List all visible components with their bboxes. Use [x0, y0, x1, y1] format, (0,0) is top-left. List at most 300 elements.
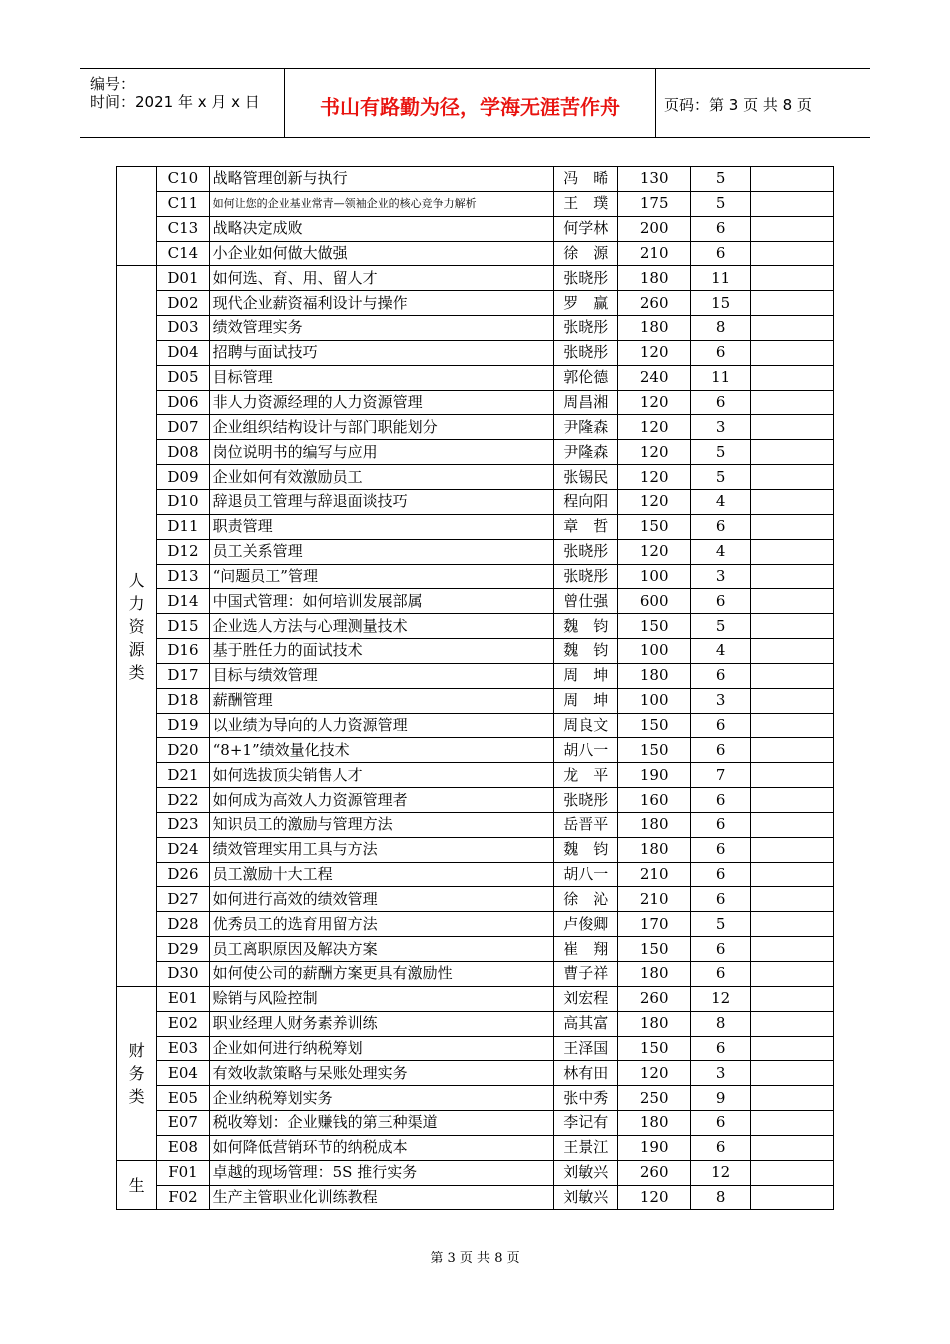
course-price: 150 [618, 713, 691, 738]
course-code: D10 [157, 489, 209, 514]
course-name: 知识员工的激励与管理方法 [209, 812, 553, 837]
empty-cell [751, 986, 834, 1011]
course-price: 250 [618, 1086, 691, 1111]
course-name: 非人力资源经理的人力资源管理 [209, 390, 553, 415]
course-count: 3 [690, 564, 750, 589]
course-row [117, 191, 834, 216]
category-cell [117, 266, 157, 986]
empty-cell [751, 837, 834, 862]
course-code: D27 [157, 887, 209, 912]
course-row [117, 340, 834, 365]
course-row [117, 862, 834, 887]
course-count: 8 [690, 1011, 750, 1036]
empty-cell [751, 316, 834, 341]
course-table-body [117, 167, 834, 1210]
course-row [117, 614, 834, 639]
lecturer-name: 龙 平 [554, 763, 618, 788]
lecturer-name: 张中秀 [554, 1086, 618, 1111]
course-row [117, 639, 834, 664]
course-name: 中国式管理：如何培训发展部属 [209, 589, 553, 614]
course-price: 120 [618, 415, 691, 440]
lecturer-name: 张晓彤 [554, 564, 618, 589]
course-code: D22 [157, 788, 209, 813]
category-cell [117, 1160, 157, 1210]
course-code: D30 [157, 962, 209, 987]
document-date: 时间：2021 年 x 月 x 日 [90, 93, 260, 111]
course-name: 企业纳税筹划实务 [209, 1086, 553, 1111]
course-price: 150 [618, 1036, 691, 1061]
course-row [117, 489, 834, 514]
empty-cell [751, 415, 834, 440]
page-footer: 第 3 页 共 8 页 [430, 1251, 520, 1266]
course-row [117, 266, 834, 291]
empty-cell [751, 962, 834, 987]
course-code: D05 [157, 365, 209, 390]
page-header [80, 68, 870, 138]
course-price: 120 [618, 539, 691, 564]
course-row [117, 1160, 834, 1185]
empty-cell [751, 1011, 834, 1036]
course-count: 4 [690, 539, 750, 564]
lecturer-name: 郭伦德 [554, 365, 618, 390]
empty-cell [751, 862, 834, 887]
course-price: 200 [618, 216, 691, 241]
course-name: 企业选人方法与心理测量技术 [209, 614, 553, 639]
course-row [117, 837, 834, 862]
course-name: 职业经理人财务素养训练 [209, 1011, 553, 1036]
empty-cell [751, 514, 834, 539]
empty-cell [751, 440, 834, 465]
document-number-label: 编号： [90, 75, 136, 93]
empty-cell [751, 663, 834, 688]
lecturer-name: 徐 源 [554, 241, 618, 266]
course-count: 8 [690, 1185, 750, 1210]
lecturer-name: 刘敏兴 [554, 1185, 618, 1210]
lecturer-name: 冯 晞 [554, 167, 618, 192]
course-price: 150 [618, 937, 691, 962]
course-code: D13 [157, 564, 209, 589]
lecturer-name: 岳晋平 [554, 812, 618, 837]
course-name: 绩效管理实务 [209, 316, 553, 341]
course-name: 员工激励十大工程 [209, 862, 553, 887]
lecturer-name: 卢俊卿 [554, 912, 618, 937]
course-price: 120 [618, 1185, 691, 1210]
lecturer-name: 魏 钧 [554, 837, 618, 862]
course-code: D29 [157, 937, 209, 962]
lecturer-name: 林有田 [554, 1061, 618, 1086]
course-price: 180 [618, 1111, 691, 1136]
empty-cell [751, 912, 834, 937]
empty-cell [751, 614, 834, 639]
page-number-info: 页码：第 3 页 共 8 页 [664, 96, 812, 114]
course-count: 6 [690, 390, 750, 415]
lecturer-name: 王 璞 [554, 191, 618, 216]
lecturer-name: 张晓彤 [554, 266, 618, 291]
course-count: 5 [690, 167, 750, 192]
course-row [117, 1036, 834, 1061]
course-count: 4 [690, 489, 750, 514]
course-count: 6 [690, 1111, 750, 1136]
course-name: 如何进行高效的绩效管理 [209, 887, 553, 912]
course-name: 有效收款策略与呆账处理实务 [209, 1061, 553, 1086]
course-count: 6 [690, 837, 750, 862]
course-count: 6 [690, 713, 750, 738]
course-code: D26 [157, 862, 209, 887]
course-code: E03 [157, 1036, 209, 1061]
header-motto: 书山有路勤为径，学海无涯苦作舟 [320, 95, 620, 119]
course-code: D15 [157, 614, 209, 639]
course-code: C13 [157, 216, 209, 241]
course-code: D14 [157, 589, 209, 614]
empty-cell [751, 365, 834, 390]
lecturer-name: 曾仕强 [554, 589, 618, 614]
course-name: 以业绩为导向的人力资源管理 [209, 713, 553, 738]
course-name: 目标与绩效管理 [209, 663, 553, 688]
empty-cell [751, 191, 834, 216]
course-code: D20 [157, 738, 209, 763]
course-price: 240 [618, 365, 691, 390]
course-name: 战略决定成败 [209, 216, 553, 241]
empty-cell [751, 564, 834, 589]
course-count: 6 [690, 788, 750, 813]
course-code: D01 [157, 266, 209, 291]
course-row [117, 1011, 834, 1036]
course-price: 150 [618, 514, 691, 539]
course-name: 卓越的现场管理：5S 推行实务 [209, 1160, 553, 1185]
lecturer-name: 高其富 [554, 1011, 618, 1036]
course-count: 3 [690, 415, 750, 440]
course-count: 6 [690, 887, 750, 912]
category-cell [117, 986, 157, 1160]
empty-cell [751, 639, 834, 664]
course-row [117, 738, 834, 763]
course-name: 如何降低营销环节的纳税成本 [209, 1135, 553, 1160]
course-price: 150 [618, 614, 691, 639]
lecturer-name: 何学林 [554, 216, 618, 241]
course-name: “问题员工”管理 [209, 564, 553, 589]
course-row [117, 937, 834, 962]
course-name: 员工关系管理 [209, 539, 553, 564]
course-price: 180 [618, 812, 691, 837]
empty-cell [751, 763, 834, 788]
course-price: 100 [618, 564, 691, 589]
course-price: 120 [618, 340, 691, 365]
course-price: 120 [618, 390, 691, 415]
course-row [117, 167, 834, 192]
course-count: 5 [690, 614, 750, 639]
lecturer-name: 李记有 [554, 1111, 618, 1136]
course-count: 6 [690, 340, 750, 365]
course-count: 6 [690, 812, 750, 837]
empty-cell [751, 167, 834, 192]
course-name: 如何选拔顶尖销售人才 [209, 763, 553, 788]
course-row [117, 812, 834, 837]
category-label: 生 [128, 1175, 145, 1195]
empty-cell [751, 812, 834, 837]
lecturer-name: 胡八一 [554, 862, 618, 887]
course-count: 6 [690, 514, 750, 539]
course-price: 180 [618, 316, 691, 341]
course-code: D06 [157, 390, 209, 415]
course-code: D08 [157, 440, 209, 465]
lecturer-name: 程向阳 [554, 489, 618, 514]
course-name: 小企业如何做大做强 [209, 241, 553, 266]
course-price: 180 [618, 663, 691, 688]
lecturer-name: 周 坤 [554, 663, 618, 688]
course-count: 6 [690, 1135, 750, 1160]
empty-cell [751, 241, 834, 266]
empty-cell [751, 465, 834, 490]
empty-cell [751, 688, 834, 713]
course-price: 120 [618, 465, 691, 490]
course-name: 辞退员工管理与辞退面谈技巧 [209, 489, 553, 514]
empty-cell [751, 1185, 834, 1210]
course-count: 6 [690, 962, 750, 987]
course-row [117, 564, 834, 589]
course-code: D11 [157, 514, 209, 539]
course-name: 优秀员工的选育用留方法 [209, 912, 553, 937]
course-count: 15 [690, 291, 750, 316]
course-price: 100 [618, 639, 691, 664]
course-count: 5 [690, 912, 750, 937]
lecturer-name: 尹隆森 [554, 440, 618, 465]
course-price: 260 [618, 1160, 691, 1185]
course-name: 赊销与风险控制 [209, 986, 553, 1011]
course-row [117, 216, 834, 241]
course-count: 6 [690, 1036, 750, 1061]
course-row [117, 1061, 834, 1086]
course-name: 税收筹划：企业赚钱的第三种渠道 [209, 1111, 553, 1136]
course-code: E01 [157, 986, 209, 1011]
course-count: 6 [690, 937, 750, 962]
lecturer-name: 魏 钧 [554, 639, 618, 664]
course-row [117, 539, 834, 564]
course-row [117, 1185, 834, 1210]
course-price: 180 [618, 962, 691, 987]
course-price: 130 [618, 167, 691, 192]
course-name: 企业如何进行纳税筹划 [209, 1036, 553, 1061]
category-label: 财 务 类 [128, 1040, 145, 1106]
course-code: D12 [157, 539, 209, 564]
course-name: 目标管理 [209, 365, 553, 390]
course-price: 190 [618, 763, 691, 788]
course-code: D19 [157, 713, 209, 738]
empty-cell [751, 1135, 834, 1160]
course-price: 120 [618, 1061, 691, 1086]
course-row [117, 788, 834, 813]
course-name: “8+1”绩效量化技术 [209, 738, 553, 763]
lecturer-name: 周良文 [554, 713, 618, 738]
course-code: E04 [157, 1061, 209, 1086]
course-name: 现代企业薪资福利设计与操作 [209, 291, 553, 316]
course-count: 9 [690, 1086, 750, 1111]
course-price: 120 [618, 440, 691, 465]
empty-cell [751, 713, 834, 738]
course-name: 如何使公司的薪酬方案更具有激励性 [209, 962, 553, 987]
course-price: 180 [618, 837, 691, 862]
course-row [117, 986, 834, 1011]
course-code: C14 [157, 241, 209, 266]
course-price: 170 [618, 912, 691, 937]
course-row [117, 912, 834, 937]
course-row [117, 713, 834, 738]
course-row [117, 688, 834, 713]
empty-cell [751, 266, 834, 291]
course-price: 180 [618, 266, 691, 291]
empty-cell [751, 291, 834, 316]
course-row [117, 316, 834, 341]
lecturer-name: 胡八一 [554, 738, 618, 763]
category-label: 人 力 资 源 类 [128, 570, 145, 682]
lecturer-name: 张锡民 [554, 465, 618, 490]
header-page-cell [656, 69, 870, 137]
course-code: D28 [157, 912, 209, 937]
course-code: D09 [157, 465, 209, 490]
course-count: 5 [690, 465, 750, 490]
course-name: 基于胜任力的面试技术 [209, 639, 553, 664]
lecturer-name: 张晓彤 [554, 788, 618, 813]
course-price: 150 [618, 738, 691, 763]
course-code: D21 [157, 763, 209, 788]
course-count: 4 [690, 639, 750, 664]
empty-cell [751, 1036, 834, 1061]
course-price: 175 [618, 191, 691, 216]
course-table [116, 166, 834, 1210]
course-code: E08 [157, 1135, 209, 1160]
course-code: D02 [157, 291, 209, 316]
lecturer-name: 王泽国 [554, 1036, 618, 1061]
course-code: C11 [157, 191, 209, 216]
course-count: 11 [690, 266, 750, 291]
course-row [117, 1135, 834, 1160]
course-name: 绩效管理实用工具与方法 [209, 837, 553, 862]
header-motto-cell [285, 69, 656, 137]
course-code: D03 [157, 316, 209, 341]
empty-cell [751, 539, 834, 564]
course-price: 210 [618, 862, 691, 887]
course-code: F02 [157, 1185, 209, 1210]
course-code: D24 [157, 837, 209, 862]
empty-cell [751, 589, 834, 614]
course-price: 260 [618, 986, 691, 1011]
course-name: 战略管理创新与执行 [209, 167, 553, 192]
course-price: 160 [618, 788, 691, 813]
course-name: 职责管理 [209, 514, 553, 539]
course-name: 企业组织结构设计与部门职能划分 [209, 415, 553, 440]
lecturer-name: 周 坤 [554, 688, 618, 713]
course-row [117, 1086, 834, 1111]
course-name: 生产主管职业化训练教程 [209, 1185, 553, 1210]
lecturer-name: 曹子祥 [554, 962, 618, 987]
course-price: 100 [618, 688, 691, 713]
course-count: 5 [690, 191, 750, 216]
lecturer-name: 魏 钧 [554, 614, 618, 639]
course-price: 210 [618, 887, 691, 912]
course-count: 3 [690, 688, 750, 713]
course-price: 600 [618, 589, 691, 614]
empty-cell [751, 738, 834, 763]
empty-cell [751, 1086, 834, 1111]
course-name: 招聘与面试技巧 [209, 340, 553, 365]
empty-cell [751, 390, 834, 415]
category-cell [117, 167, 157, 266]
lecturer-name: 徐 沁 [554, 887, 618, 912]
lecturer-name: 刘宏程 [554, 986, 618, 1011]
course-count: 6 [690, 241, 750, 266]
course-row [117, 514, 834, 539]
course-count: 11 [690, 365, 750, 390]
course-count: 7 [690, 763, 750, 788]
course-count: 5 [690, 440, 750, 465]
course-count: 6 [690, 589, 750, 614]
course-code: C10 [157, 167, 209, 192]
course-row [117, 365, 834, 390]
empty-cell [751, 1160, 834, 1185]
course-count: 12 [690, 1160, 750, 1185]
lecturer-name: 刘敏兴 [554, 1160, 618, 1185]
course-row [117, 390, 834, 415]
course-row [117, 1111, 834, 1136]
course-count: 6 [690, 216, 750, 241]
course-row [117, 465, 834, 490]
lecturer-name: 王景江 [554, 1135, 618, 1160]
course-count: 3 [690, 1061, 750, 1086]
course-name: 如何让您的企业基业常青—领袖企业的核心竞争力解析 [209, 191, 553, 216]
course-code: D04 [157, 340, 209, 365]
empty-cell [751, 340, 834, 365]
course-code: D23 [157, 812, 209, 837]
course-price: 260 [618, 291, 691, 316]
lecturer-name: 崔 翔 [554, 937, 618, 962]
course-row [117, 663, 834, 688]
empty-cell [751, 887, 834, 912]
header-meta [80, 69, 285, 137]
lecturer-name: 周昌湘 [554, 390, 618, 415]
course-code: E02 [157, 1011, 209, 1036]
course-price: 190 [618, 1135, 691, 1160]
lecturer-name: 张晓彤 [554, 340, 618, 365]
lecturer-name: 张晓彤 [554, 316, 618, 341]
course-code: F01 [157, 1160, 209, 1185]
lecturer-name: 张晓彤 [554, 539, 618, 564]
course-name: 如何成为高效人力资源管理者 [209, 788, 553, 813]
course-code: D17 [157, 663, 209, 688]
course-row [117, 291, 834, 316]
course-row [117, 241, 834, 266]
course-name: 如何选、育、用、留人才 [209, 266, 553, 291]
course-row [117, 589, 834, 614]
empty-cell [751, 1061, 834, 1086]
course-count: 6 [690, 738, 750, 763]
course-count: 6 [690, 663, 750, 688]
empty-cell [751, 489, 834, 514]
course-code: D07 [157, 415, 209, 440]
course-row [117, 962, 834, 987]
empty-cell [751, 937, 834, 962]
course-row [117, 887, 834, 912]
course-code: D18 [157, 688, 209, 713]
course-count: 6 [690, 862, 750, 887]
course-price: 120 [618, 489, 691, 514]
course-name: 岗位说明书的编写与应用 [209, 440, 553, 465]
course-price: 180 [618, 1011, 691, 1036]
course-code: E05 [157, 1086, 209, 1111]
lecturer-name: 章 哲 [554, 514, 618, 539]
course-count: 12 [690, 986, 750, 1011]
lecturer-name: 尹隆森 [554, 415, 618, 440]
empty-cell [751, 1111, 834, 1136]
course-count: 8 [690, 316, 750, 341]
